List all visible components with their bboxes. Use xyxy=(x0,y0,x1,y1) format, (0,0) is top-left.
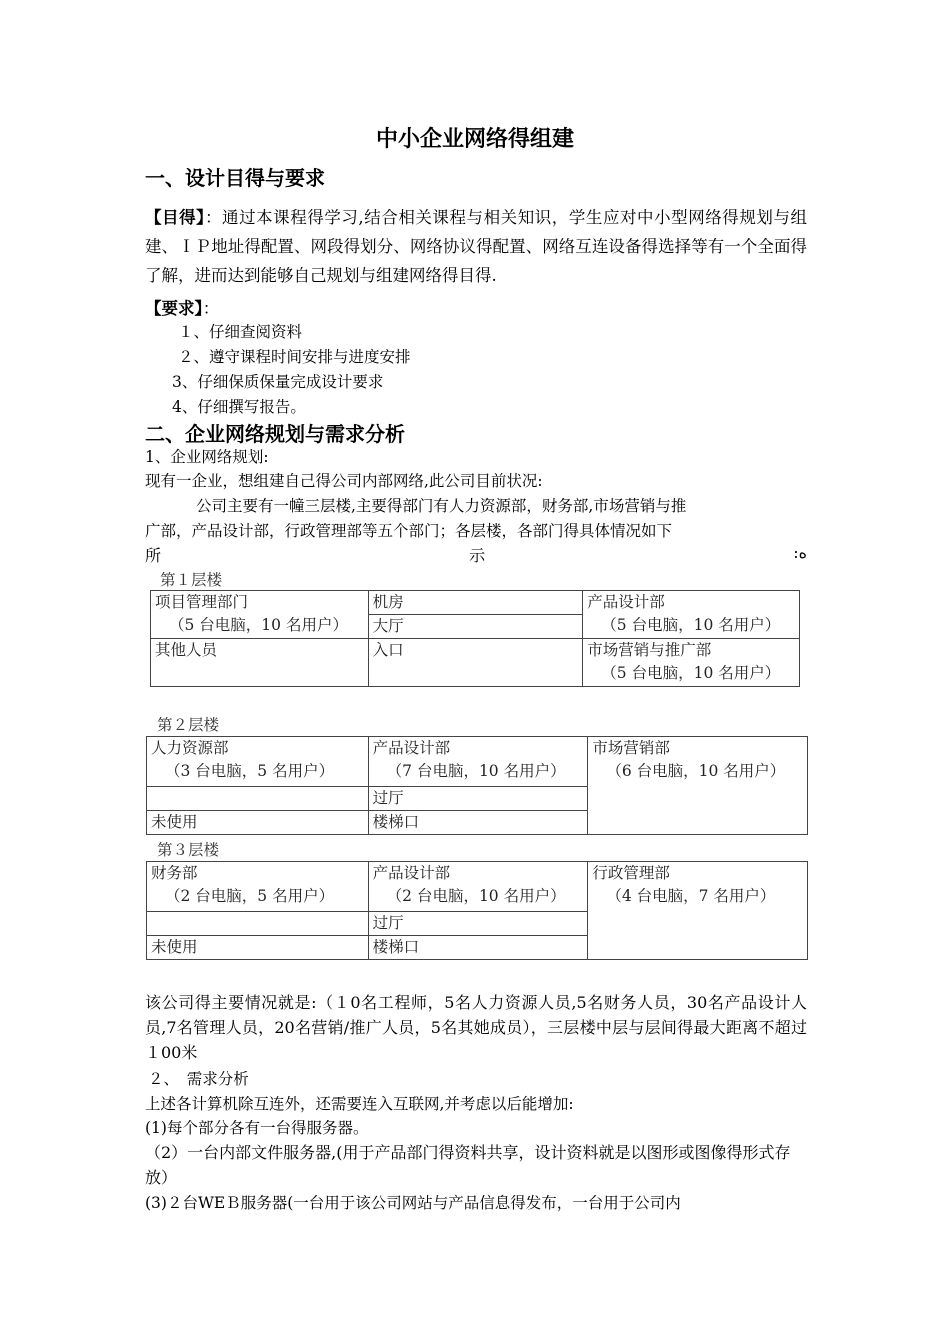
section2-line2: 公司主要有一幢三层楼,主要得部门有人力资源部，财务部,市场营销与推 xyxy=(196,497,687,515)
floor3-cell-stairs: 楼梯口 xyxy=(368,936,588,960)
requirement-item: 3、仔细保质保量完成设计要求 xyxy=(172,373,384,391)
requirements-label-line xyxy=(145,295,219,319)
section2-line4 xyxy=(145,543,807,566)
floor1-table xyxy=(150,590,800,687)
floor2-cell-corridor: 过厅 xyxy=(368,787,588,811)
section2-heading: 二、企业网络规划与需求分析 xyxy=(145,422,405,446)
section2-line1: 现有一企业，想组建自己得公司内部网络,此公司目前状况: xyxy=(145,472,543,490)
summary-paragraph: 该公司得主要情况就是:（１0名工程师，5名人力资源人员,5名财务人员，30名产品设计人员,7名管理人员，20名营销/推广人员，5名其她成员），三层楼中层与层间得最大距离不超过１00米 xyxy=(145,993,807,1062)
floor2-table xyxy=(146,736,808,835)
floor1-label: 第１层楼 xyxy=(160,571,223,589)
section2-line3: 广部，产品设计部，行政管理部等五个部门；各层楼，各部门得具体情况如下 xyxy=(145,522,673,540)
needs-intro: 上述各计算机除互连外，还需要连入互联网,并考虑以后能增加: xyxy=(145,1095,574,1113)
floor1-cell-project: 项目管理部门 （5 台电脑，10 名用户） xyxy=(151,591,369,639)
floor3-cell-admin: 行政管理部 （4 台电脑，7 名用户） xyxy=(588,862,808,960)
goal-text: ：通过本课程得学习,结合相关课程与相关知识，学生应对中小型网络得规划与组建、ＩＰ地址得配置、网段得划分、网络协议得配置、网络互连设备得选择等有一个全面得了解，进而达到能够自己规划与组建网络得目得. xyxy=(145,208,808,285)
floor1-cell-machine-room: 机房 xyxy=(368,591,583,615)
floor3-cell-corridor: 过厅 xyxy=(368,912,588,936)
goal-paragraph xyxy=(145,203,807,290)
floor2-cell-marketing: 市场营销部 （6 台电脑，10 名用户） xyxy=(588,737,808,835)
floor2-cell-hr: 人力资源部 （3 台电脑，5 名用户） xyxy=(147,737,369,787)
needs-item: (3)２台WEＢ服务器(一台用于该公司网站与产品信息得发布，一台用于公司内 xyxy=(145,1194,681,1212)
floor2-cell-empty xyxy=(147,787,369,811)
document-title: 中小企业网络得组建 xyxy=(375,127,574,152)
needs-item: (1)每个部分各有一台得服务器。 xyxy=(145,1119,369,1137)
floor1-cell-entrance: 入口 xyxy=(368,639,583,687)
line4-part: 所 xyxy=(145,546,162,565)
floor1-cell-hall: 大厅 xyxy=(368,615,583,639)
floor3-table xyxy=(146,861,808,960)
floor1-cell-others: 其他人员 xyxy=(151,639,369,687)
section2-sub1: 1、企业网络规划: xyxy=(145,448,269,466)
floor2-cell-unused: 未使用 xyxy=(147,811,369,835)
requirements-colon: ： xyxy=(202,299,220,318)
line4-part: :ه xyxy=(793,543,807,562)
line4-part: 示 xyxy=(469,546,486,565)
section1-heading: 一、设计目得与要求 xyxy=(145,166,325,190)
floor3-cell-finance: 财务部 （2 台电脑，5 名用户） xyxy=(147,862,369,912)
floor1-cell-design: 产品设计部 （5 台电脑，10 名用户） xyxy=(583,591,800,639)
floor2-label: 第２层楼 xyxy=(157,716,220,734)
floor3-cell-design: 产品设计部 （2 台电脑，10 名用户） xyxy=(368,862,588,912)
needs-item: （2）一台内部文件服务器,(用于产品部门得资料共享，设计资料就是以图形或图像得形式存放） xyxy=(145,1143,791,1187)
floor3-label: 第３层楼 xyxy=(157,841,220,859)
floor3-cell-empty xyxy=(147,912,369,936)
requirement-item: 4、仔细撰写报告。 xyxy=(172,398,306,416)
floor2-cell-stairs: 楼梯口 xyxy=(368,811,588,835)
requirement-item: １、仔细查阅资料 xyxy=(178,323,303,341)
floor2-cell-design: 产品设计部 （7 台电脑，10 名用户） xyxy=(368,737,588,787)
floor3-cell-unused: 未使用 xyxy=(147,936,369,960)
section2-sub2: ２、 需求分析 xyxy=(148,1070,249,1088)
floor1-cell-marketing: 市场营销与推广部 （5 台电脑，10 名用户） xyxy=(583,639,800,687)
goal-label: 【目得】 xyxy=(145,208,205,227)
requirements-label: 【要求】 xyxy=(145,299,203,318)
requirement-item: ２、遵守课程时间安排与进度安排 xyxy=(178,348,411,366)
